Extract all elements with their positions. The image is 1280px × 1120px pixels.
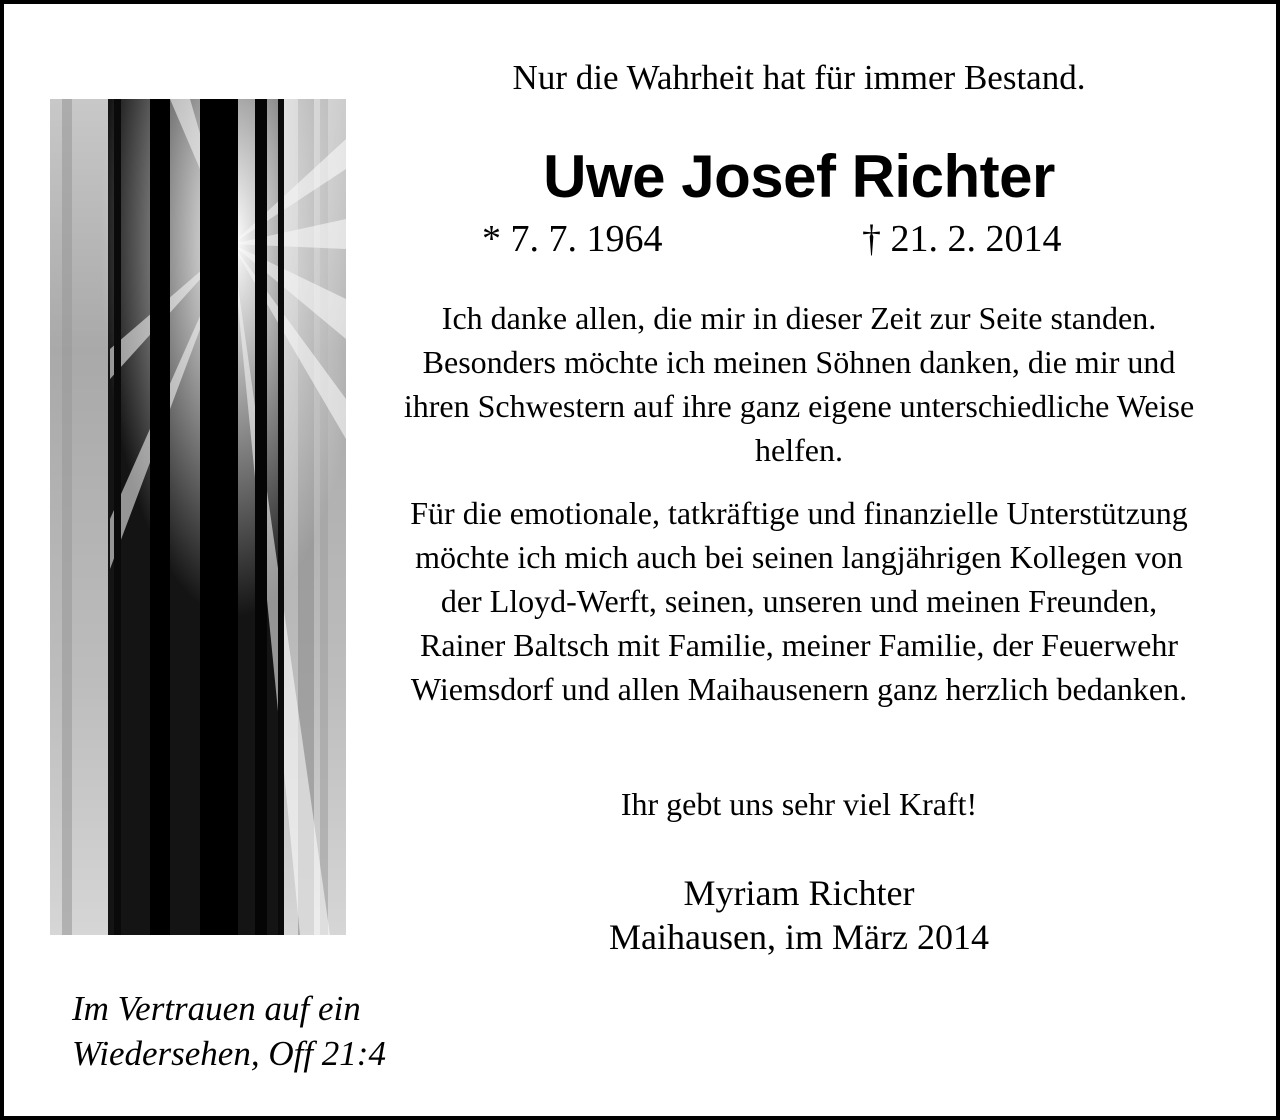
motto-line: Nur die Wahrheit hat für immer Bestand. <box>512 58 1086 97</box>
birth-date: * 7. 7. 1964 <box>482 218 663 260</box>
forest-sunbeams-photo <box>50 99 346 935</box>
signature-place-date: Maihausen, im März 2014 <box>609 917 989 957</box>
verse-line-1: Im Vertrauen auf ein <box>72 989 361 1028</box>
deceased-name: Uwe Josef Richter <box>543 143 1055 210</box>
death-date: † 21. 2. 2014 <box>862 218 1062 260</box>
strength-line: Ihr gebt uns sehr viel Kraft! <box>620 786 978 822</box>
support-paragraph: Für die emotionale, tatkräftige und finanzielle Unterstützung möchte ich mich auch bei seinen langjährigen Kollegen von der Lloyd-Werft, seinen, unseren und meinen Freunden, Rainer Baltsch mit Familie, meiner Familie, der Feuerwehr Wiemsdorf und allen Maihausenern ganz herzlich bedanken. <box>410 495 1188 707</box>
verse-line-2: Wiedersehen, Off 21:4 <box>72 1034 386 1073</box>
thanks-paragraph: Ich danke allen, die mir in dieser Zeit zur Seite standen. Besonders möchte ich meinen Söhnen danken, die mir und ihren Schwestern auf ihre ganz eigene unterschiedliche Weise helfen. <box>403 300 1195 468</box>
signature-name: Myriam Richter <box>683 873 915 913</box>
